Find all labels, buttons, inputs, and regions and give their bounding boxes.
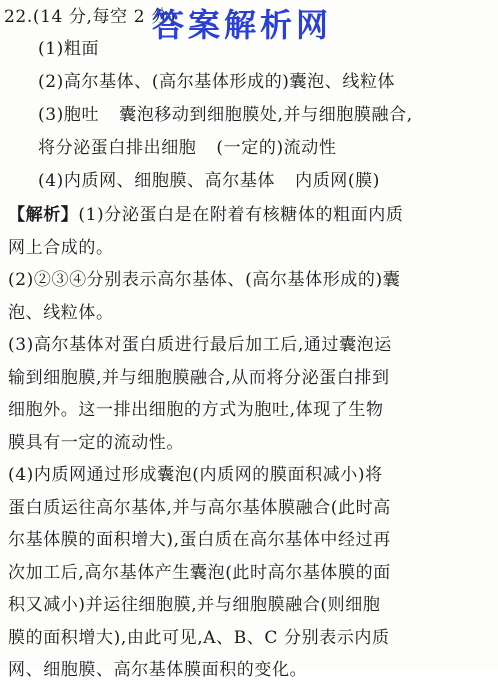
answer-3-line-1	[38, 104, 413, 126]
analysis-line-9: (4)内质网通过形成囊泡(内质网的膜面积减小)将	[8, 465, 383, 485]
analysis-line-1	[8, 204, 404, 226]
answer-3-part-c: 将分泌蛋白排出细胞	[38, 138, 197, 158]
analysis-line-13: 积又减小)并运往细胞膜,并与细胞膜融合(则细胞	[8, 595, 381, 615]
analysis-line-6: 输到细胞膜,并与细胞膜融合,从而将分泌蛋白排到	[8, 367, 390, 388]
analysis-line-7: 细胞外。这一排出细胞的方式为胞吐,体现了生物	[8, 400, 384, 420]
analysis-line-15: 网、细胞膜、高尔基体膜面积的变化。	[8, 660, 308, 680]
watermark-logo: 答案解析网	[152, 6, 333, 44]
analysis-line-11: 尔基体膜的面积增大),蛋白质在高尔基体中经过再	[8, 530, 391, 550]
analysis-line-8: 膜具有一定的流动性。	[8, 432, 184, 453]
analysis-line-2: 网上合成的。	[8, 237, 114, 258]
analysis-text-1: (1)分泌蛋白是在附着有核糖体的粗面内质	[78, 205, 404, 225]
analysis-line-5: (3)高尔基体对蛋白质进行最后加工后,通过囊泡运	[8, 335, 392, 355]
analysis-line-14: 膜的面积增大),由此可见,A、B、C 分别表示内质	[8, 627, 390, 648]
analysis-line-3: (2)②③④分别表示高尔基体、(高尔基体形成的)囊	[8, 270, 401, 290]
question-number: 22.(14 分,每空 2 分)	[4, 7, 176, 27]
answer-3-part-d: (一定的)流动性	[216, 138, 337, 158]
answer-3-part-a: (3)胞吐	[38, 105, 100, 125]
answer-3-part-b: 囊泡移动到细胞膜处,并与细胞膜融合,	[119, 105, 413, 125]
analysis-line-10: 蛋白质运往高尔基体,并与高尔基体膜融合(此时高	[8, 497, 391, 518]
analysis-line-4: 泡、线粒体。	[8, 302, 114, 323]
answer-4	[38, 170, 380, 192]
answer-4-part-b: 内质网(膜)	[295, 171, 380, 191]
analysis-line-12: 次加工后,高尔基体产生囊泡(此时高尔基体膜的面	[8, 562, 391, 583]
answer-1: (1)粗面	[38, 39, 100, 59]
answer-3-line-2	[38, 137, 336, 159]
answer-4-part-a: (4)内质网、细胞膜、高尔基体	[38, 171, 276, 191]
analysis-label: 【解析】	[8, 205, 79, 225]
answer-2: (2)高尔基体、(高尔基体形成的)囊泡、线粒体	[38, 72, 396, 92]
